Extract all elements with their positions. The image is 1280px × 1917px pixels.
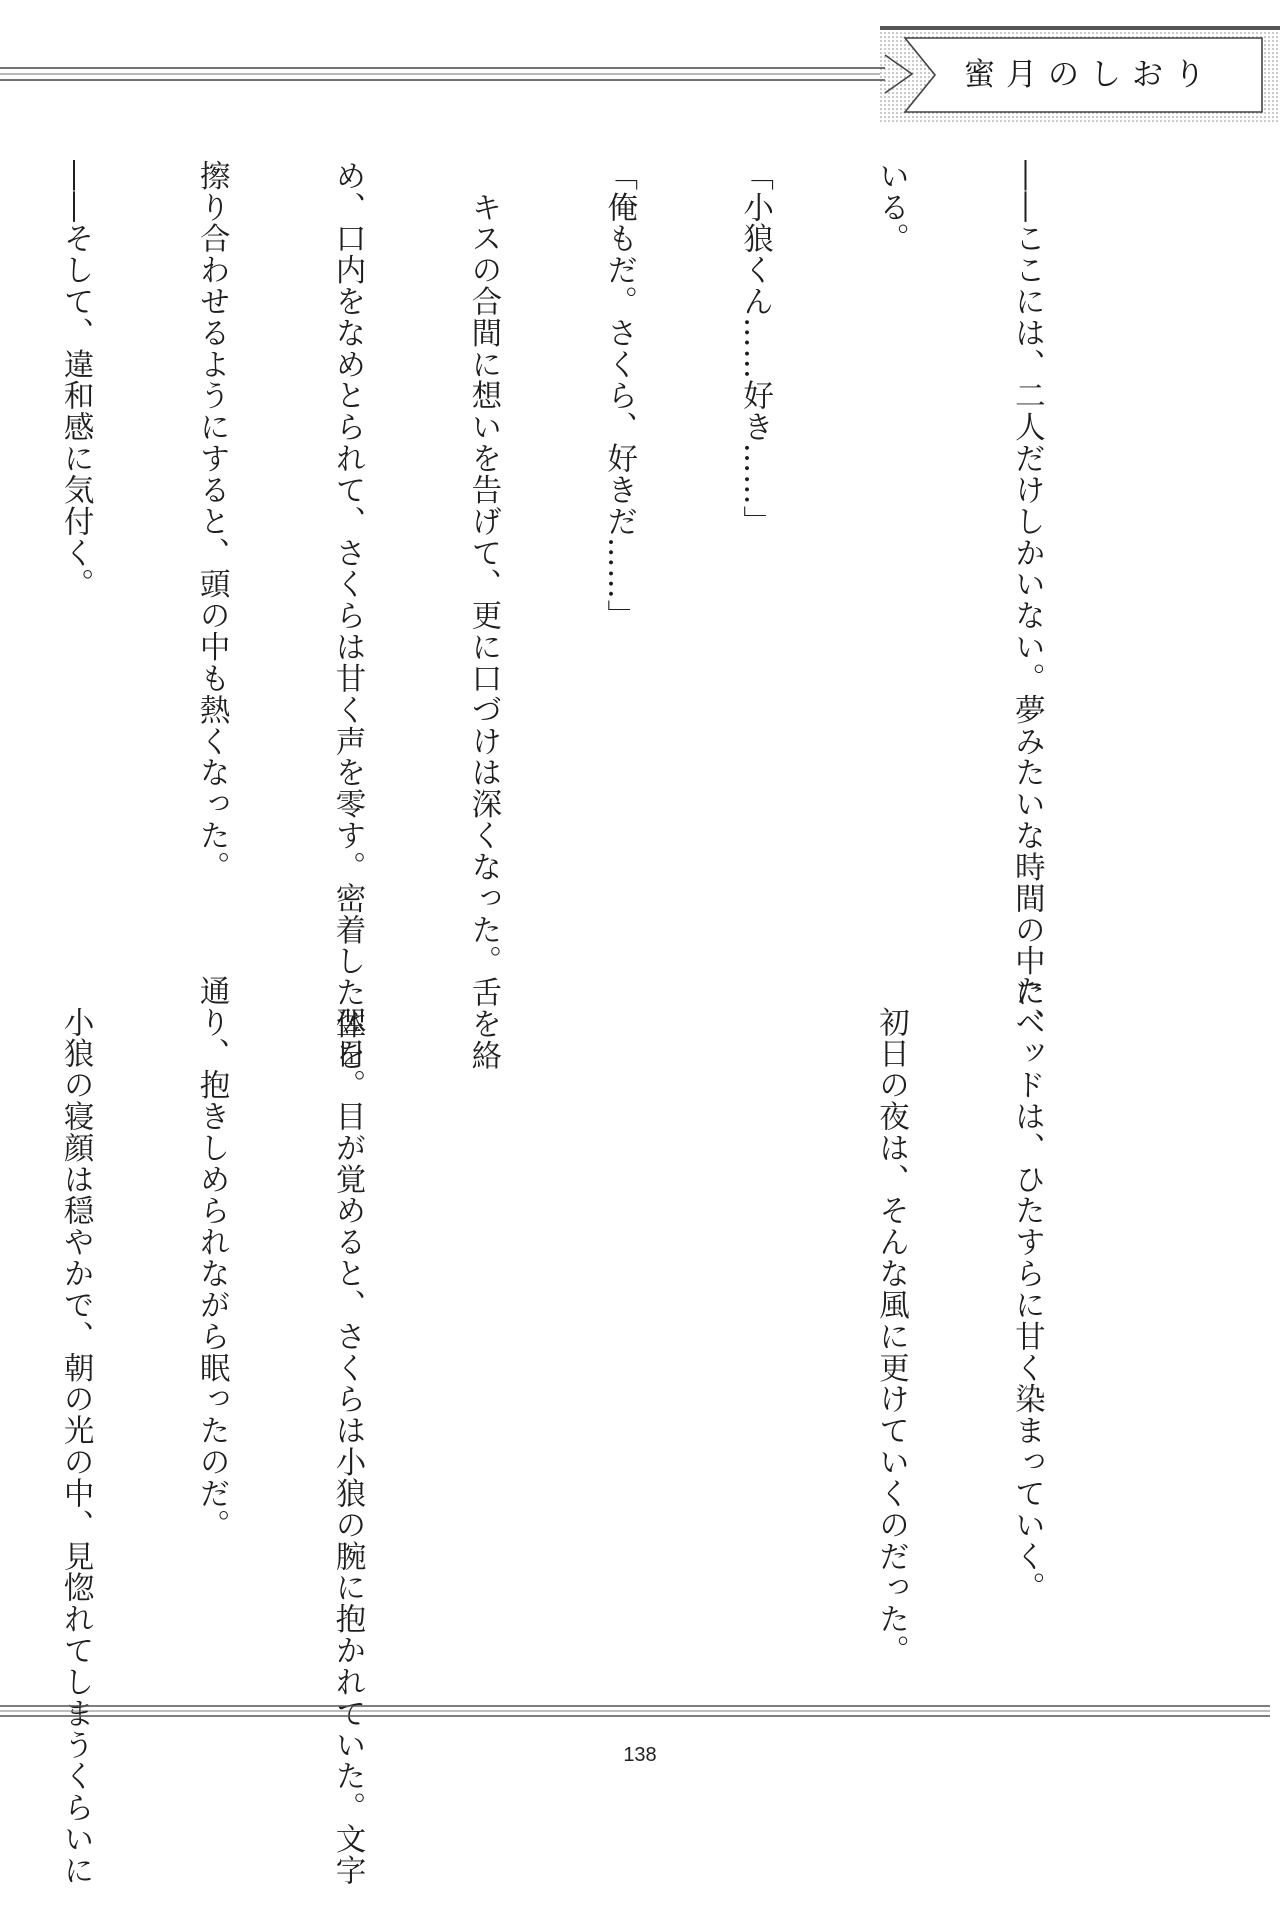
text-column: 初日の夜は、そんな風に更けていくのだった。 xyxy=(873,975,909,1667)
footer-rule xyxy=(0,1700,1280,1724)
text-column: 擦り合わせるようにすると、頭の中も熱くなった。 xyxy=(194,160,230,883)
text-column: キスの合間に想いを告げて、更に口づけは深くなった。舌を絡 xyxy=(465,160,501,1072)
text-column: たベッドは、ひたすらに甘く染まっていく。 xyxy=(1009,975,1045,1604)
text-column: いる。 xyxy=(873,160,909,255)
blank-column xyxy=(596,975,641,1665)
upper-text-block xyxy=(58,160,1140,1072)
page-number: 138 xyxy=(623,1744,657,1766)
footer-rule-lines xyxy=(0,1700,1280,1724)
chapter-title: 蜜月のしおり xyxy=(964,57,1216,93)
text-column: 「小狼くん……好き……」 xyxy=(737,160,773,537)
blank-column xyxy=(732,975,777,1665)
text-column: め、口内をなめとられて、さくらは甘く声を零す。密着した体を xyxy=(329,160,365,1072)
text-column: 翌日。目が覚めると、さくらは小狼の腕に抱かれていた。文字 xyxy=(329,975,365,1887)
blank-column xyxy=(461,975,506,1665)
text-column: 通り、抱きしめられながら眠ったのだ。 xyxy=(194,975,230,1541)
text-column: 「俺もだ。さくら、好きだ……」 xyxy=(601,160,637,632)
header-band xyxy=(0,0,1280,140)
text-column: 小狼の寝顔は穏やかで、朝の光の中、見惚れてしまうくらいに xyxy=(58,975,94,1887)
text-column: ――ここには、二人だけしかいない。夢みたいな時間の中に、 xyxy=(1009,160,1045,1040)
text-column: ――そして、違和感に気付く。 xyxy=(58,160,94,600)
